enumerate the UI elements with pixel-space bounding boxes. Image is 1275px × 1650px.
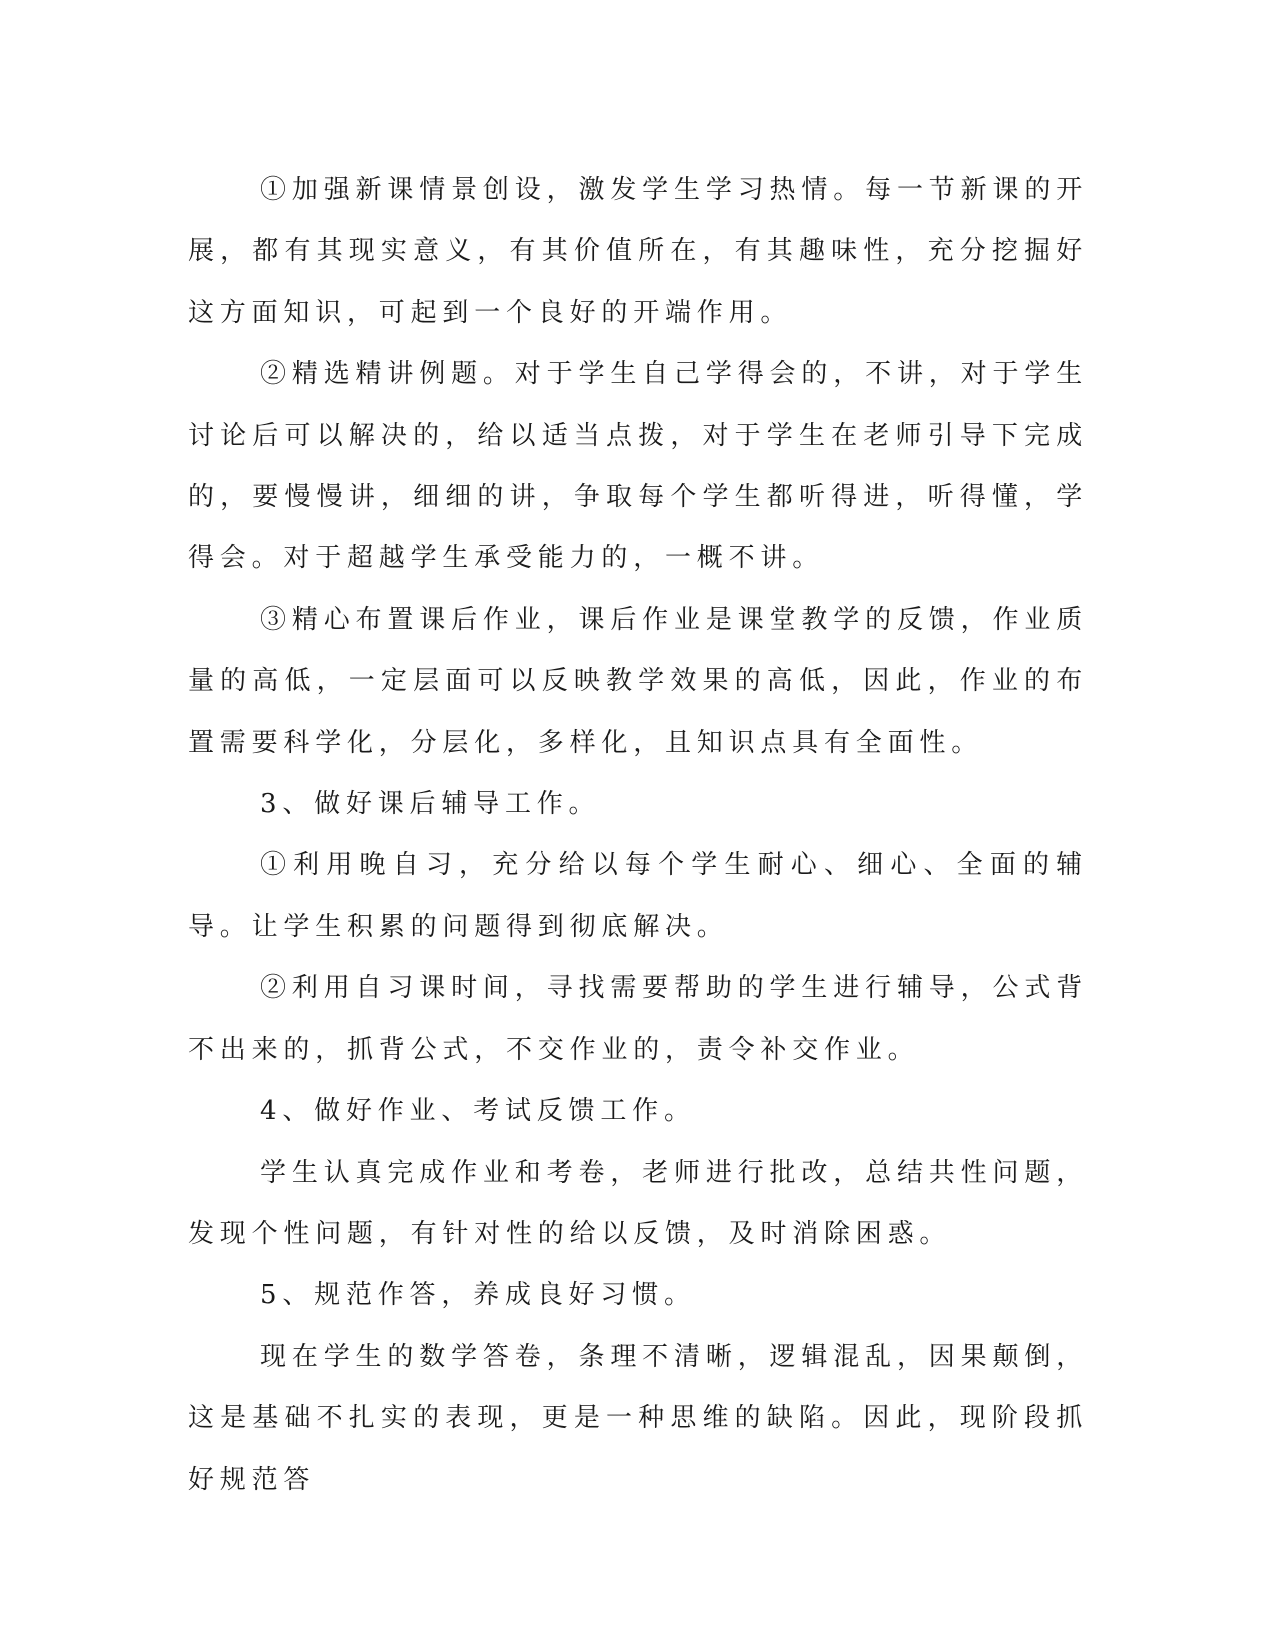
paragraph-example-selection: ②精选精讲例题。对于学生自己学得会的，不讲，对于学生讨论后可以解决的，给以适当点拨，对于学生在老师引导下完成的，要慢慢讲，细细的讲，争取每个学生都听得进，听得懂，学得会。对于超越学生承受能力的，一概不讲。 (188, 359, 1088, 574)
paragraph-lesson-scenario: ①加强新课情景创设，激发学生学习热情。每一节新课的开展，都有其现实意义，有其价值所在，有其趣味性，充分挖掘好这方面知识，可起到一个良好的开端作用。 (188, 175, 1088, 328)
paragraph-homework-assignment: ③精心布置课后作业，课后作业是课堂教学的反馈，作业质量的高低，一定层面可以反映教学效果的高低，因此，作业的布置需要科学化，分层化，多样化，且知识点具有全面性。 (188, 604, 1088, 758)
paragraph-evening-study: ①利用晚自习，充分给以每个学生耐心、细心、全面的辅导。让学生积累的问题得到彻底解决。 (188, 850, 1088, 942)
paragraph-self-study: ②利用自习课时间，寻找需要帮助的学生进行辅导，公式背不出来的，抓背公式，不交作业的，责令补交作业。 (188, 973, 1088, 1065)
paragraph-answer-habits: 现在学生的数学答卷，条理不清晰，逻辑混乱，因果颠倒，这是基础不扎实的表现，更是一种思维的缺陷。因此，现阶段抓好规范答 (188, 1341, 1088, 1495)
heading-standard-answers: 5、规范作答，养成良好习惯。 (260, 1280, 696, 1311)
heading-after-class-tutoring: 3、做好课后辅导工作。 (260, 789, 601, 820)
heading-homework-feedback: 4、做好作业、考试反馈工作。 (260, 1096, 696, 1127)
paragraph-feedback-details: 学生认真完成作业和考卷，老师进行批改，总结共性问题，发现个性问题，有针对性的给以反馈，及时消除困惑。 (188, 1157, 1088, 1249)
document-body (188, 160, 1088, 1511)
